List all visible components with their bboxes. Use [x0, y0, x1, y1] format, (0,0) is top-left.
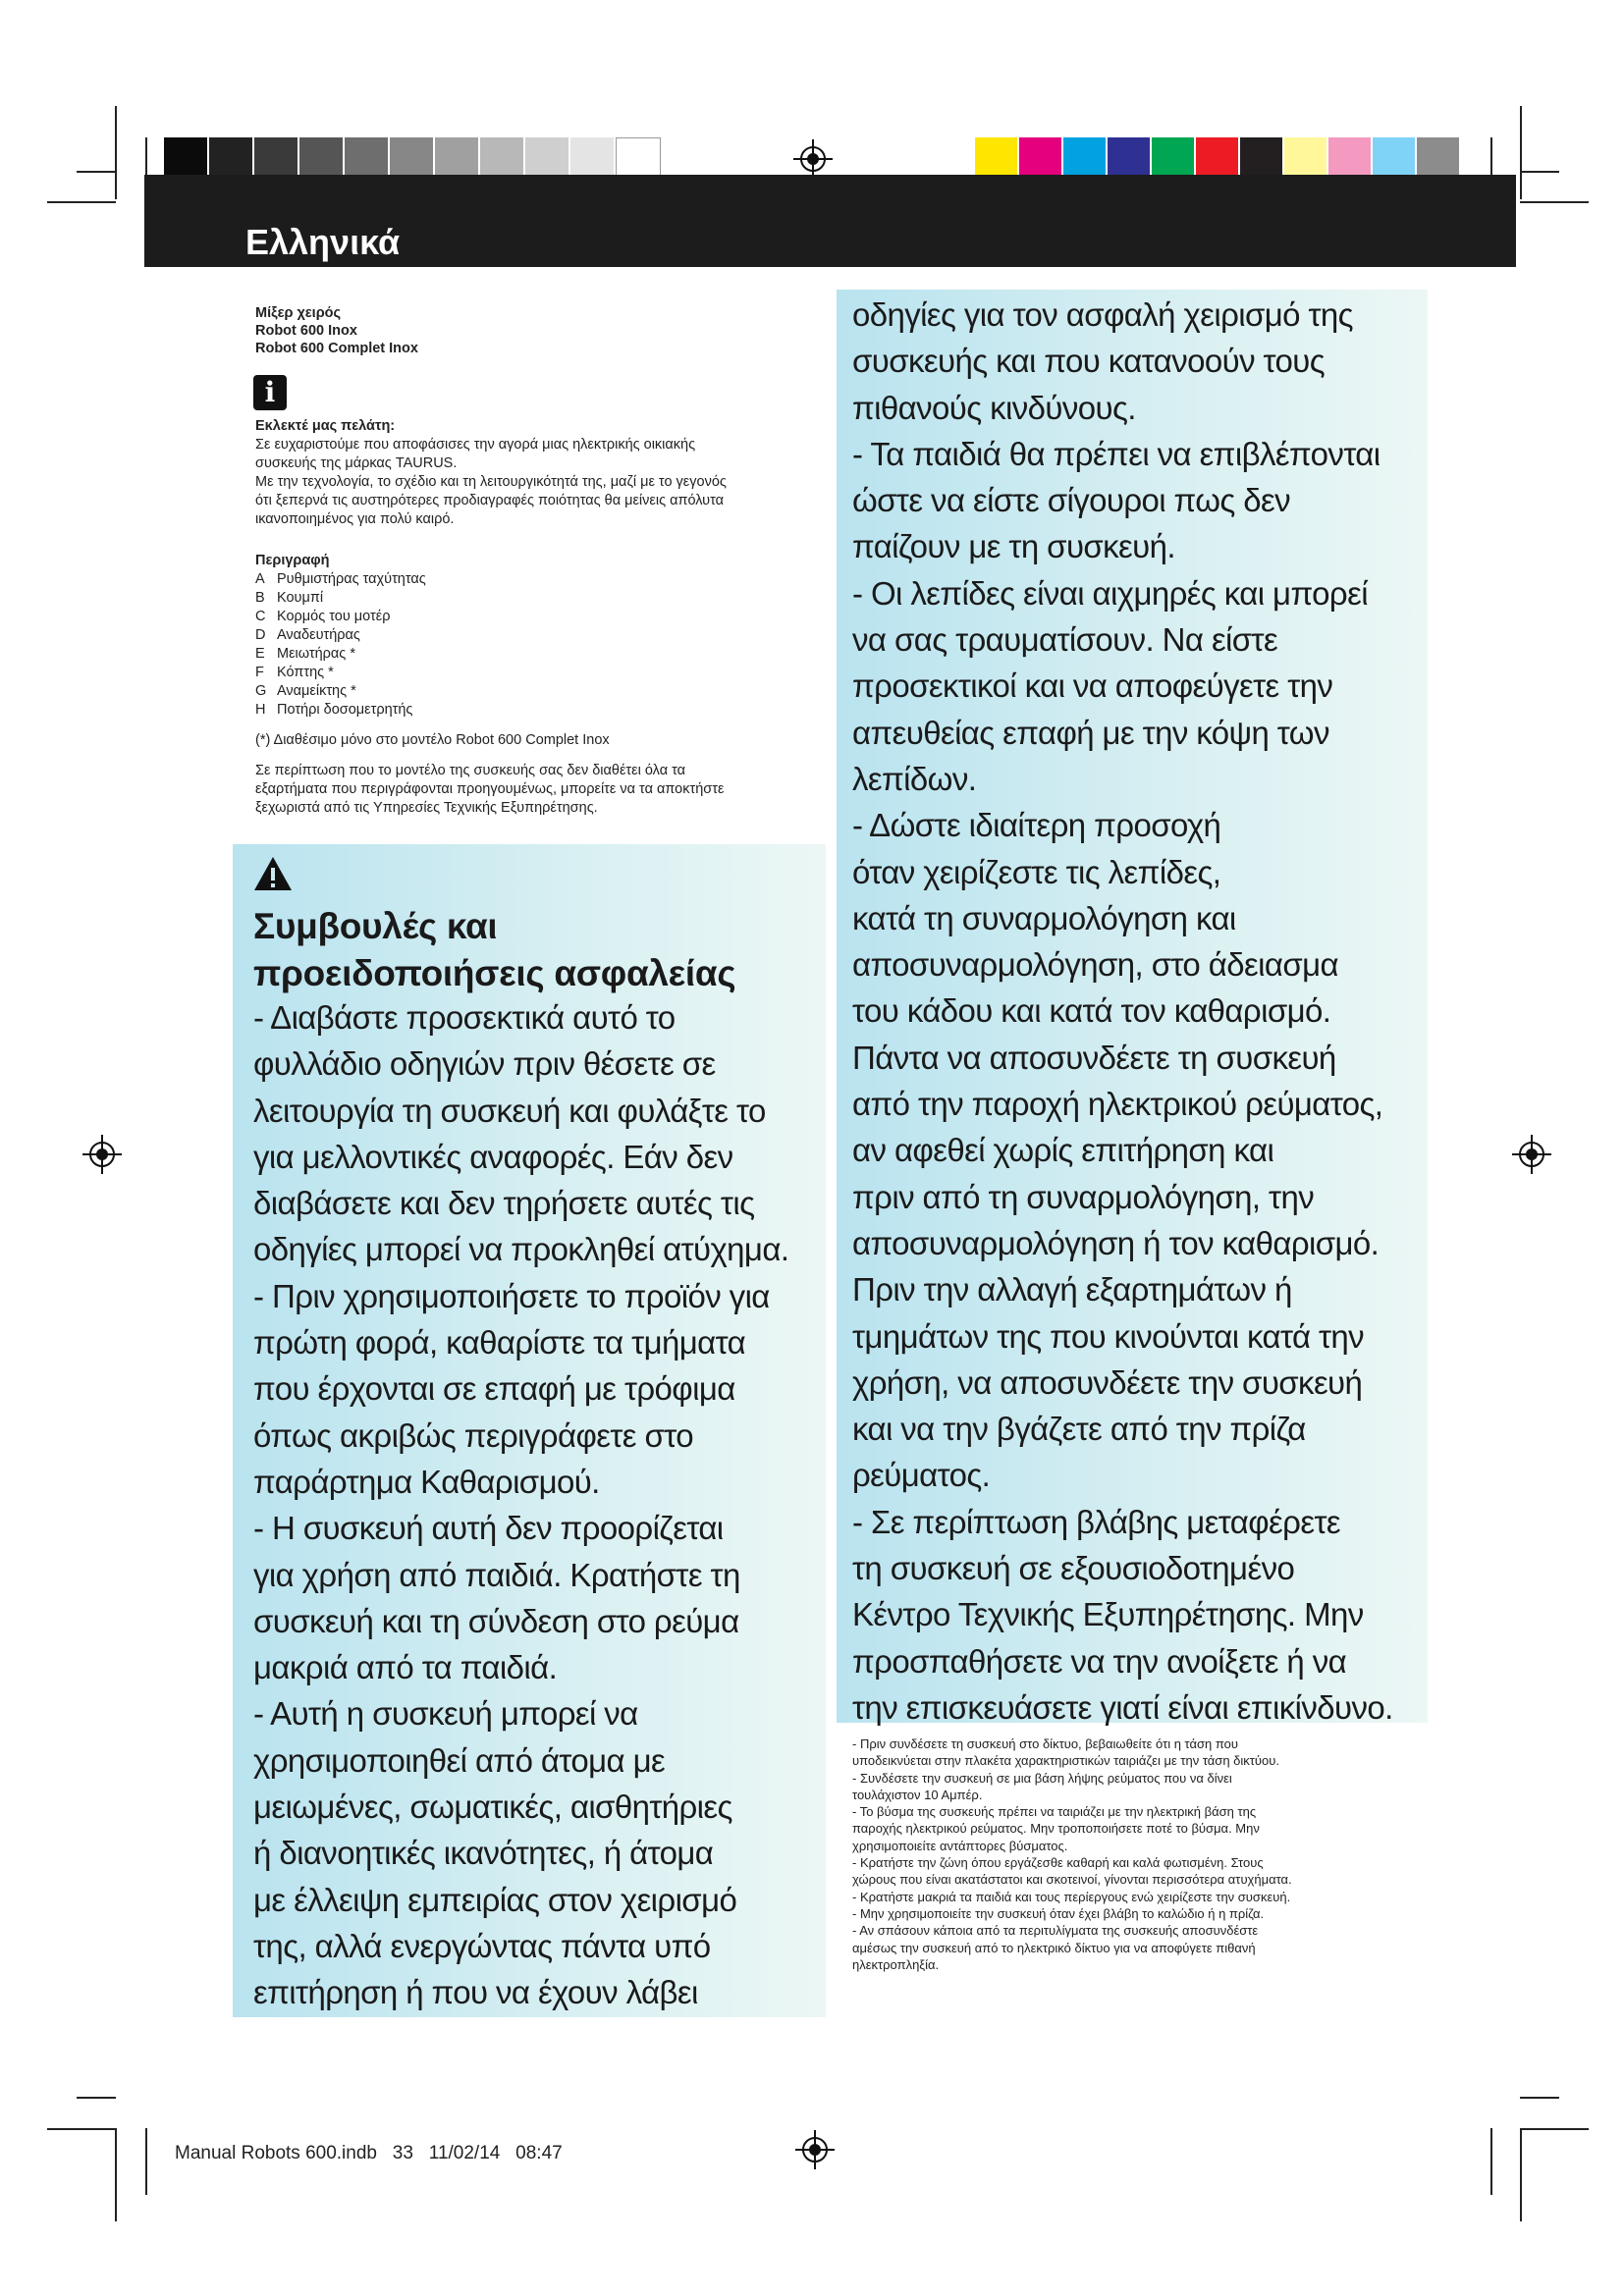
text-line: - Το βύσμα της συσκευής πρέπει να ταιριάζει με την ηλεκτρική βάση της	[852, 1804, 1257, 1820]
crop-mark	[77, 2097, 116, 2099]
text-line: - Μην χρησιμοποιείτε την συσκευή όταν έχει βλάβη το καλώδιο ή η πρίζα.	[852, 1905, 1265, 1921]
text-line: διαβάσετε και δεν τηρήσετε αυτές τις	[253, 1185, 755, 1222]
text-line: από την παροχή ηλεκτρικού ρεύματος,	[852, 1086, 1383, 1123]
intro-line: Σε ευχαριστούμε που αποφάσισες την αγορά μιας ηλεκτρικής οικιακής	[255, 437, 696, 453]
safety-heading	[253, 903, 735, 997]
product-model: Robot 600 Complet Inox	[255, 341, 418, 356]
text-line: υποδεικνύεται στην πλακέτα χαρακτηριστικών ταιριάζει με την τάση δικτύου.	[852, 1753, 1279, 1769]
warning-icon	[253, 856, 293, 891]
text-line: ώστε να είστε σίγουροι πως δεν	[852, 482, 1291, 519]
list-item: C Κορμός του μοτέρ	[255, 609, 391, 624]
crop-mark	[47, 2128, 116, 2130]
crop-mark	[1520, 201, 1589, 203]
availability-text	[255, 762, 805, 818]
text-line: ρεύματος.	[852, 1457, 991, 1494]
text-line: της, αλλά ενεργώντας πάντα υπό	[253, 1927, 711, 1964]
text-line: πρώτη φορά, καθαρίστε τα τμήματα	[253, 1324, 746, 1362]
text-line: Πριν την αλλαγή εξαρτημάτων ή	[852, 1271, 1292, 1308]
list-item: B Κουμπί	[255, 590, 324, 606]
registration-mark-icon	[82, 1135, 122, 1174]
intro-line: συσκευής της μάρκας TAURUS.	[255, 455, 458, 471]
text-line: - Πριν χρησιμοποιήσετε το προϊόν για	[253, 1277, 770, 1314]
text-line: συσκευή και τη σύνδεση στο ρεύμα	[253, 1602, 739, 1639]
crop-mark	[115, 2128, 117, 2221]
text-line: ηλεκτροπληξία.	[852, 1956, 940, 1972]
text-line: οδηγίες μπορεί να προκληθεί ατύχημα.	[253, 1231, 789, 1268]
list-item: E Μειωτήρας *	[255, 646, 355, 662]
text-line: αν αφεθεί χωρίς επιτήρηση και	[852, 1132, 1274, 1169]
text-line: επιτήρηση ή που να έχουν λάβει	[253, 1974, 698, 2011]
list-item: D Αναδευτήρας	[255, 627, 360, 643]
text-line: αμέσως την συσκευή από το ηλεκτρικό δίκτυο για να αποφύγετε πιθανή	[852, 1940, 1256, 1955]
product-block	[255, 304, 418, 357]
text-line: προσπαθήσετε να την ανοίξετε ή να	[852, 1642, 1347, 1680]
text-line: απευθείας επαφή με την κόψη των	[852, 714, 1329, 751]
crop-mark	[1520, 171, 1559, 173]
text-line: χρησιμοποιηθεί από άτομα με	[253, 1741, 666, 1779]
crop-mark	[115, 106, 117, 199]
crop-mark	[145, 2128, 147, 2195]
safety-text-right	[852, 292, 1393, 1731]
language-title: Ελληνικά	[245, 222, 401, 262]
intro-block	[255, 417, 805, 529]
text-line: κατά τη συναρμολόγηση και	[852, 899, 1236, 936]
text-line: - Σε περίπτωση βλάβης μεταφέρετε	[852, 1503, 1340, 1540]
text-line: να σας τραυματίσουν. Να είστε	[852, 621, 1278, 659]
text-line: προσεκτικοί και να αποφεύγετε την	[852, 667, 1333, 705]
text-line: που έρχονται σε επαφή με τρόφιμα	[253, 1370, 735, 1408]
text-line: μακριά από τα παιδιά.	[253, 1649, 558, 1686]
product-model: Robot 600 Inox	[255, 323, 357, 339]
text-line: συσκευής και που κατανοούν τους	[852, 343, 1326, 380]
text-line: τμημάτων της που κινούνται κατά την	[852, 1317, 1365, 1355]
text-line: τη συσκευή σε εξουσιοδοτημένο	[852, 1550, 1295, 1587]
text-line: παροχής ηλεκτρικού ρεύματος. Μην τροποποιήσετε ποτέ το βύσμα. Μην	[852, 1821, 1260, 1837]
availability-note: (*) Διαθέσιμο μόνο στο μοντέλο Robot 600 Complet Inox	[255, 732, 610, 748]
text-line: για μελλοντικές αναφορές. Εάν δεν	[253, 1138, 733, 1175]
registration-mark-icon	[1512, 1135, 1551, 1174]
availability-line: ξεχωριστά από τις Υπηρεσίες Τεχνικής Εξυπηρέτησης.	[255, 800, 598, 816]
text-line: με έλλειψη εμπειρίας στον χειρισμό	[253, 1881, 737, 1918]
list-item: A Ρυθμιστήρας ταχύτητας	[255, 571, 426, 587]
text-line: - Συνδέσετε την συσκευή σε μια βάση λήψης ρεύματος που να δίνει	[852, 1770, 1232, 1786]
text-line: - Δώστε ιδιαίτερη προσοχή	[852, 807, 1221, 844]
crop-mark	[1520, 106, 1522, 199]
crop-mark	[1490, 2128, 1492, 2195]
product-type: Μίξερ χειρός	[255, 305, 342, 321]
text-line: - Πριν συνδέσετε τη συσκευή στο δίκτυο, βεβαιωθείτε ότι η τάση που	[852, 1736, 1239, 1751]
text-line: χρησιμοποιείτε αντάπτορες βύσματος.	[852, 1838, 1068, 1853]
text-line: - Αν σπάσουν κάποια από τα περιτυλίγματα της συσκευής αποσυνδέστε	[852, 1923, 1259, 1939]
text-line: - Κρατήστε μακριά τα παιδιά και τους περίεργους ενώ χειρίζεστε την συσκευή.	[852, 1889, 1291, 1904]
safety-heading-line: προειδοποιήσεις ασφαλείας	[253, 953, 736, 993]
intro-line: ότι ξεπερνά τις αυστηρότερες προδιαγραφές ποιότητας θα μείνεις απόλυτα	[255, 493, 725, 508]
safety-text-left	[253, 994, 788, 2016]
text-line: πριν από τη συναρμολόγηση, την	[852, 1178, 1315, 1215]
text-line: χώρους που είναι ακατάστατοι και σκοτεινοί, γίνονται περισσότερα ατυχήματα.	[852, 1872, 1292, 1888]
text-line: χρήση, να αποσυνδέετε την συσκευή	[852, 1363, 1363, 1401]
intro-line: ικανοποιημένος για πολύ καιρό.	[255, 511, 455, 527]
text-line: Κέντρο Τεχνικής Εξυπηρέτησης. Μην	[852, 1596, 1364, 1633]
text-line: - Αυτή η συσκευή μπορεί να	[253, 1695, 638, 1733]
text-line: αποσυναρμολόγηση ή τον καθαρισμό.	[852, 1224, 1380, 1261]
availability-line: εξαρτήματα που περιγράφονται προηγουμένως, μπορείτε να τα αποκτήστε	[255, 781, 725, 797]
availability-line: Σε περίπτωση που το μοντέλο της συσκευής σας δεν διαθέτει όλα τα	[255, 763, 686, 778]
text-line: για χρήση από παιδιά. Κρατήστε τη	[253, 1556, 740, 1593]
text-line: οδηγίες για τον ασφαλή χειρισμό της	[852, 296, 1353, 333]
safety-heading-line: Συμβουλές και	[253, 906, 498, 946]
crop-mark	[77, 171, 116, 173]
list-item: H Ποτήρι δοσομετρητής	[255, 702, 413, 718]
text-line: τουλάχιστον 10 Αμπέρ.	[852, 1787, 983, 1802]
text-line: ή διανοητικές ικανότητες, ή άτομα	[253, 1835, 714, 1872]
text-line: του κάδου και κατά τον καθαρισμό.	[852, 992, 1331, 1030]
text-line: μειωμένες, σωματικές, αισθητήριες	[253, 1789, 732, 1826]
text-line: όταν χειρίζεστε τις λεπίδες,	[852, 853, 1221, 890]
text-line: αποσυναρμολόγηση, στο άδειασμα	[852, 946, 1338, 984]
crop-mark	[1520, 2097, 1559, 2099]
registration-mark-icon	[795, 2130, 835, 2169]
safety-small-text	[852, 1735, 1292, 1973]
text-line: - Η συσκευή αυτή δεν προορίζεται	[253, 1510, 724, 1547]
text-line: - Τα παιδιά θα πρέπει να επιβλέπονται	[852, 435, 1380, 472]
text-line: - Κρατήστε την ζώνη όπου εργάζεσθε καθαρή και καλά φωτισμένη. Στους	[852, 1855, 1264, 1871]
description-block	[255, 552, 805, 818]
intro-title: Εκλεκτέ μας πελάτη:	[255, 418, 396, 434]
crop-mark	[1520, 2128, 1522, 2221]
list-item: G Αναμείκτης *	[255, 683, 356, 699]
text-line: πιθανούς κινδύνους.	[852, 389, 1136, 426]
text-line: όπως ακριβώς περιγράφετε στο	[253, 1416, 693, 1454]
text-line: την επισκευάσετε γιατί είναι επικίνδυνο.	[852, 1688, 1393, 1726]
crop-mark	[47, 201, 116, 203]
text-line: - Οι λεπίδες είναι αιχμηρές και μπορεί	[852, 574, 1368, 612]
text-line: - Διαβάστε προσεκτικά αυτό το	[253, 999, 676, 1036]
text-line: λειτουργία τη συσκευή και φυλάξτε το	[253, 1092, 766, 1129]
text-line: παίζουν με τη συσκευή.	[852, 528, 1175, 565]
text-line: λεπίδων.	[852, 760, 977, 797]
intro-line: Με την τεχνολογία, το σχέδιο και τη λειτουργικότητά της, μαζί με το γεγονός	[255, 474, 727, 490]
text-line: φυλλάδιο οδηγιών πριν θέσετε σε	[253, 1045, 716, 1083]
info-icon: i	[253, 375, 287, 410]
text-line: και να την βγάζετε από την πρίζα	[852, 1411, 1306, 1448]
description-title: Περιγραφή	[255, 553, 330, 568]
text-line: παράρτημα Καθαρισμού.	[253, 1463, 600, 1500]
registration-mark-icon	[793, 139, 833, 179]
text-line: Πάντα να αποσυνδέετε τη συσκευή	[852, 1039, 1336, 1076]
crop-mark	[1520, 2128, 1589, 2130]
footer-text: Manual Robots 600.indb 33 11/02/14 08:47	[175, 2143, 563, 2163]
list-item: F Κόπτης *	[255, 665, 334, 680]
